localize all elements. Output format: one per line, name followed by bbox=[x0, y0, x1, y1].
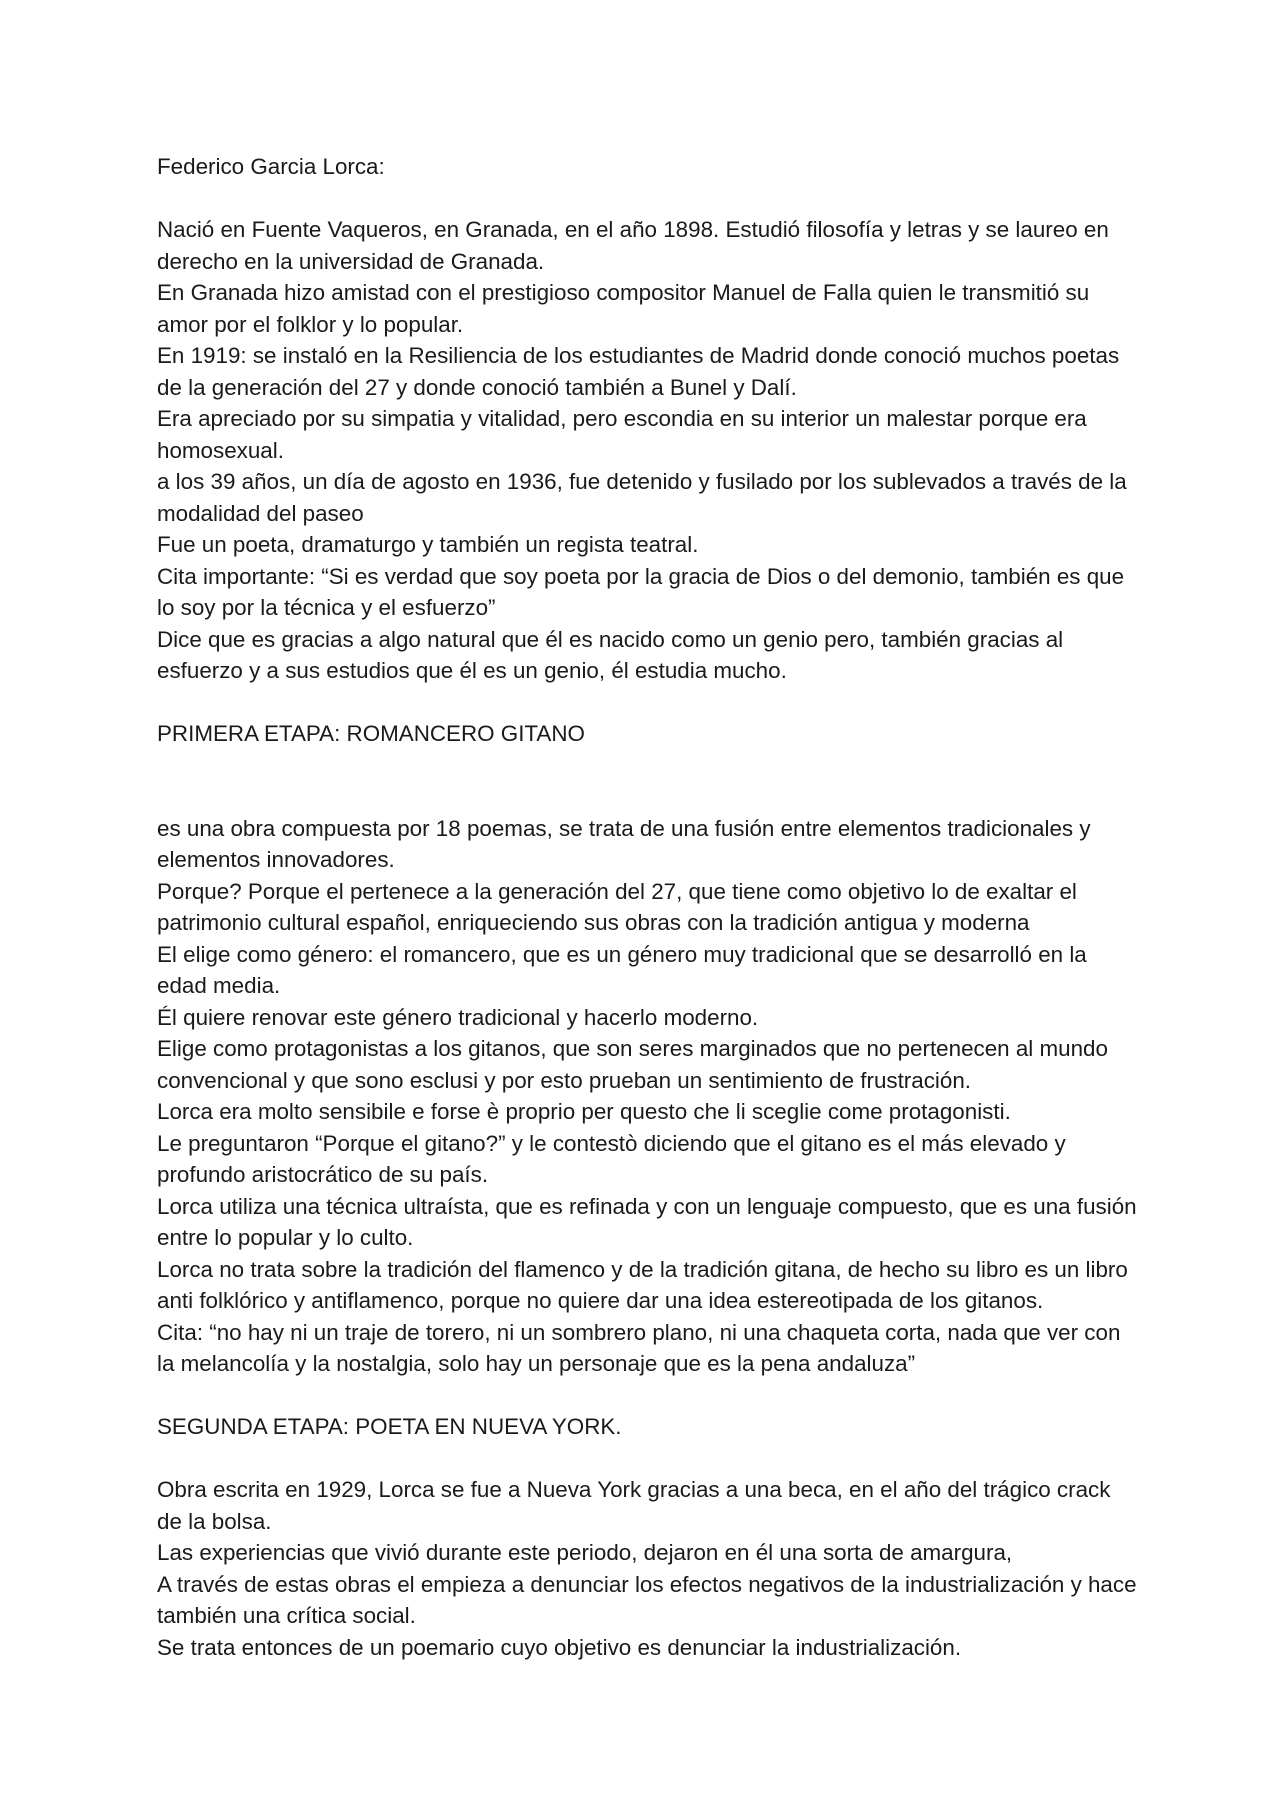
section2-paragraph: Obra escrita en 1929, Lorca se fue a Nueva York gracias a una beca, en el año del trágico crack de la bolsa. bbox=[157, 1477, 1111, 1534]
spacer bbox=[157, 183, 1137, 215]
spacer bbox=[157, 1380, 1137, 1412]
intro-paragraph: En 1919: se instaló en la Resiliencia de los estudiantes de Madrid donde conoció muchos poetas de la generación del 27 y donde conoció también a Bunel y Dalí. bbox=[157, 343, 1120, 400]
section2-paragraph: A través de estas obras el empieza a denunciar los efectos negativos de la industrialización y hace también una crítica social. bbox=[157, 1571, 1137, 1628]
spacer bbox=[157, 1443, 1137, 1475]
intro-paragraph: Era apreciado por su simpatia y vitalidad, pero escondia en su interior un malestar porque era homosexual. bbox=[157, 406, 1087, 463]
section1-paragraph: Lorca era molto sensibile e forse è proprio per questo che li sceglie come protagonisti. bbox=[157, 1099, 1011, 1124]
section1-paragraph: Elige como protagonistas a los gitanos, que son seres marginados que no pertenecen al mundo convencional y que sono esclusi y por esto prueban un sentimiento de frustración. bbox=[157, 1036, 1108, 1093]
document-title: Federico Garcia Lorca: bbox=[157, 154, 385, 179]
spacer bbox=[157, 750, 1137, 782]
section1-paragraph: El elige como género: el romancero, que es un género muy tradicional que se desarrolló en la edad media. bbox=[157, 941, 1087, 998]
spacer bbox=[157, 687, 1137, 719]
intro-paragraph: Fue un poeta, dramaturgo y también un regista teatral. bbox=[157, 532, 699, 557]
document-body bbox=[157, 151, 1137, 1663]
section2-paragraph: Las experiencias que vivió durante este periodo, dejaron en él una sorta de amargura, bbox=[157, 1540, 1013, 1565]
section1-paragraph: Lorca utiliza una técnica ultraísta, que es refinada y con un lenguaje compuesto, que es una fusión entre lo popular y lo culto. bbox=[157, 1193, 1137, 1250]
section1-paragraph: Lorca no trata sobre la tradición del flamenco y de la tradición gitana, de hecho su libro es un libro anti folklórico y antiflamenco, porque no quiere dar una idea estereotipada de los gitanos. bbox=[157, 1256, 1128, 1313]
section1-paragraph: Porque? Porque el pertenece a la generación del 27, que tiene como objetivo lo de exaltar el patrimonio cultural español, enriqueciendo sus obras con la tradición antigua y moderna bbox=[157, 878, 1077, 935]
section-heading-primera-etapa: PRIMERA ETAPA: ROMANCERO GITANO bbox=[157, 721, 585, 746]
section1-paragraph: Cita: “no hay ni un traje de torero, ni un sombrero plano, ni una chaqueta corta, nada que ver con la melancolía y la nostalgia, solo hay un personaje que es la pena andaluza” bbox=[157, 1319, 1121, 1376]
section1-paragraph: Él quiere renovar este género tradicional y hacerlo moderno. bbox=[157, 1004, 759, 1030]
intro-paragraph: Cita importante: “Si es verdad que soy poeta por la gracia de Dios o del demonio, también es que lo soy por la técnica y el esfuerzo” bbox=[157, 563, 1125, 620]
spacer bbox=[157, 781, 1137, 813]
intro-paragraph: a los 39 años, un día de agosto en 1936, fue detenido y fusilado por los sublevados a través de la modalidad del paseo bbox=[157, 469, 1127, 526]
section2-paragraph: Se trata entonces de un poemario cuyo objetivo es denunciar la industrialización. bbox=[157, 1634, 962, 1660]
intro-paragraph: Nació en Fuente Vaqueros, en Granada, en el año 1898. Estudió filosofía y letras y se laureo en derecho en la universidad de Granada. bbox=[157, 217, 1109, 274]
section1-paragraph: Le preguntaron “Porque el gitano?” y le contestò diciendo que el gitano es el más elevado y profundo aristocrático de su país. bbox=[157, 1130, 1066, 1187]
intro-paragraph: En Granada hizo amistad con el prestigioso compositor Manuel de Falla quien le transmitió su amor por el folklor y lo popular. bbox=[157, 280, 1090, 337]
section1-paragraph: es una obra compuesta por 18 poemas, se trata de una fusión entre elementos tradicionales y elementos innovadores. bbox=[157, 815, 1091, 872]
intro-paragraph: Dice que es gracias a algo natural que él es nacido como un genio pero, también gracias al esfuerzo y a sus estudios que él es un genio, él estudia mucho. bbox=[157, 626, 1064, 683]
section-heading-segunda-etapa: SEGUNDA ETAPA: POETA EN NUEVA YORK. bbox=[157, 1414, 622, 1439]
